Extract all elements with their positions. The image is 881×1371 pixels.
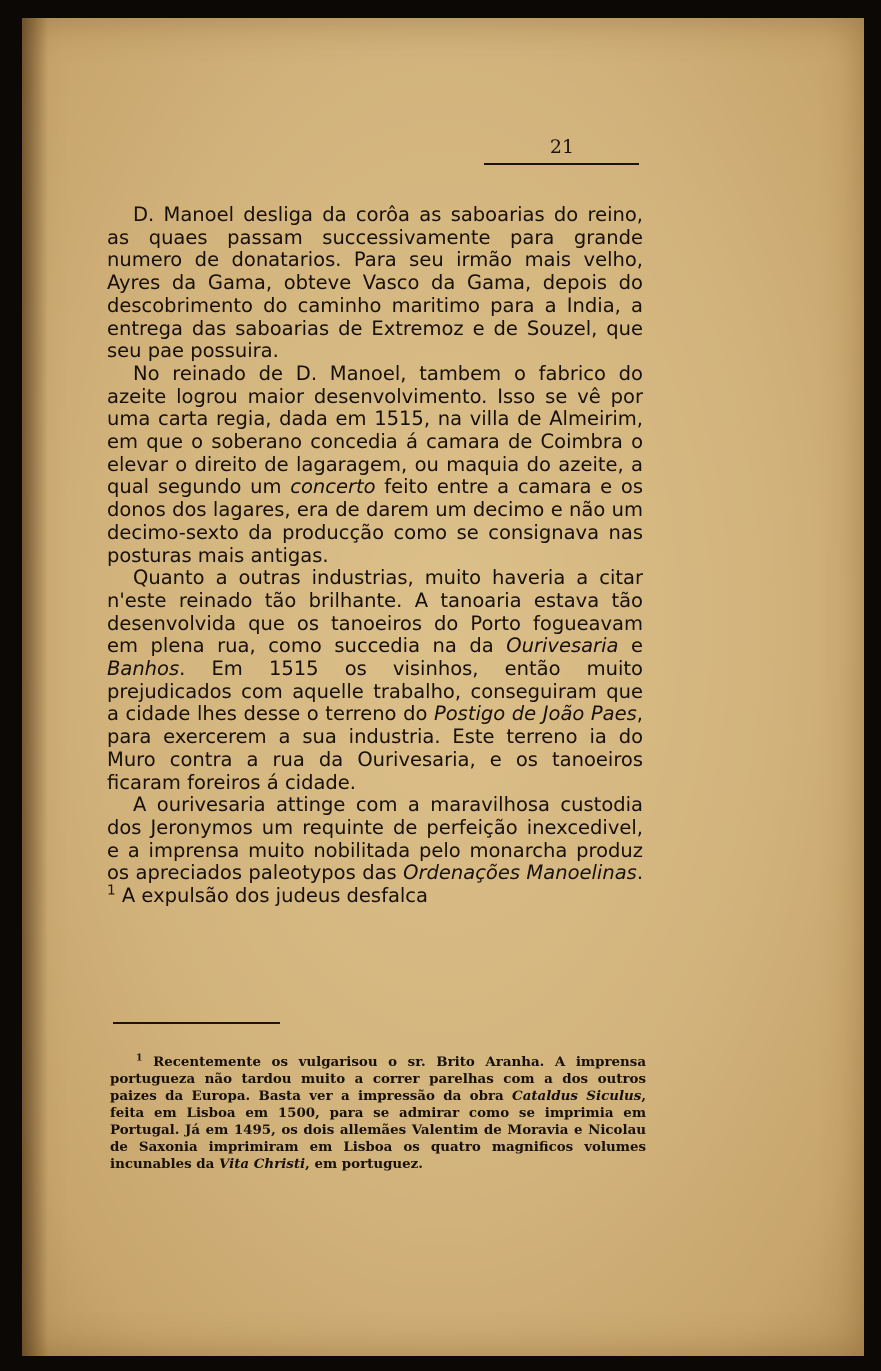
paragraph-tanoaria bbox=[107, 567, 643, 794]
text-run: D. Manoel desliga da corôa as saboarias do reino, as quaes passam successivamente para grande numero de donatarios. Para seu irmão mais velho, Ayres da Gama, obteve Vasco da Gama, depois do descobrimento do caminho maritimo para a India, a entrega das saboarias de Extremoz e de Souzel, que seu pae possuira. bbox=[107, 203, 643, 363]
text-run: . Em 1515 os visinhos, então muito prejudicados com aquelle trabalho, conseguiram que a cidade lhes desse o terreno do bbox=[107, 657, 643, 726]
text-run: , feita em Lisboa em 1500, para se admirar como se imprimia em Portugal. Já em 1495, os dois allemães Valentim de Moravia e Nicolau de Saxonia imprimiram em Lisboa os quatro magnificos volumes incunables da bbox=[110, 1088, 646, 1172]
footnote-rule bbox=[113, 1022, 280, 1024]
page-shadow-edge bbox=[22, 18, 48, 1356]
text-run: A ourivesaria attinge com a maravilhosa custodia dos Jeronymos um requinte de perfeição inexcedivel, e a imprensa muito nobilitada pelo monarcha produz os apreciados paleotypos das bbox=[107, 793, 643, 885]
text-run: e bbox=[618, 634, 643, 658]
italic-run: Banhos bbox=[107, 657, 180, 681]
footnote-marker: 1 bbox=[107, 882, 116, 899]
italic-run: concerto bbox=[290, 475, 376, 499]
paragraph-saboarias bbox=[107, 204, 643, 363]
text-run: , em portuguez. bbox=[305, 1156, 423, 1172]
text-run: No reinado de D. Manoel, tambem o fabrico do azeite logrou maior desenvolvimento. Isso se vê por uma carta regia, dada em 1515, na villa de Almeirim, em que o soberano concedia á camara de Coimbra o elevar o direito de lagaragem, ou maquia do azeite, a qual segundo um bbox=[107, 361, 643, 499]
book-page bbox=[22, 18, 864, 1356]
page-number: 21 bbox=[549, 136, 575, 158]
paragraph-ourivesaria bbox=[107, 794, 643, 908]
text-run: Quanto a outras industrias, muito haveria a citar n'este reinado tão brilhante. A tanoaria estava tão desenvolvida que os tanoeiros do Porto fogueavam em plena rua, como succedia na da bbox=[107, 566, 643, 658]
text-run: Recentemente os vulgarisou o sr. Brito Aranha. A imprensa portugueza não tardou muito a correr parelhas com a dos outros paizes da Europa. Basta ver a impressão da obra bbox=[110, 1054, 646, 1104]
italic-run: Vita Christi bbox=[219, 1156, 306, 1172]
italic-run: Postigo de João Paes bbox=[433, 702, 637, 726]
header-rule bbox=[484, 163, 639, 165]
text-run: , para exercerem a sua industria. Este terreno ia do Muro contra a rua da Ourivesaria, e os tanoeiros ficaram foreiros á cidade. bbox=[107, 702, 643, 794]
italic-run: Ordenações Manoelinas bbox=[403, 861, 637, 885]
footnote bbox=[110, 1054, 646, 1173]
paragraph-azeite bbox=[107, 363, 643, 567]
text-run: . bbox=[636, 861, 644, 885]
text-run: A expulsão dos judeus desfalca bbox=[115, 884, 428, 908]
italic-run: Cataldus Siculus bbox=[512, 1088, 642, 1104]
italic-run: Ourivesaria bbox=[506, 634, 619, 658]
text-run: feito entre a camara e os donos dos lagares, era de darem um decimo e não um decimo-sexto da producção como se consignava nas posturas mais antigas. bbox=[107, 475, 643, 567]
footnote-marker: 1 bbox=[136, 1052, 143, 1064]
body-text bbox=[107, 204, 643, 908]
